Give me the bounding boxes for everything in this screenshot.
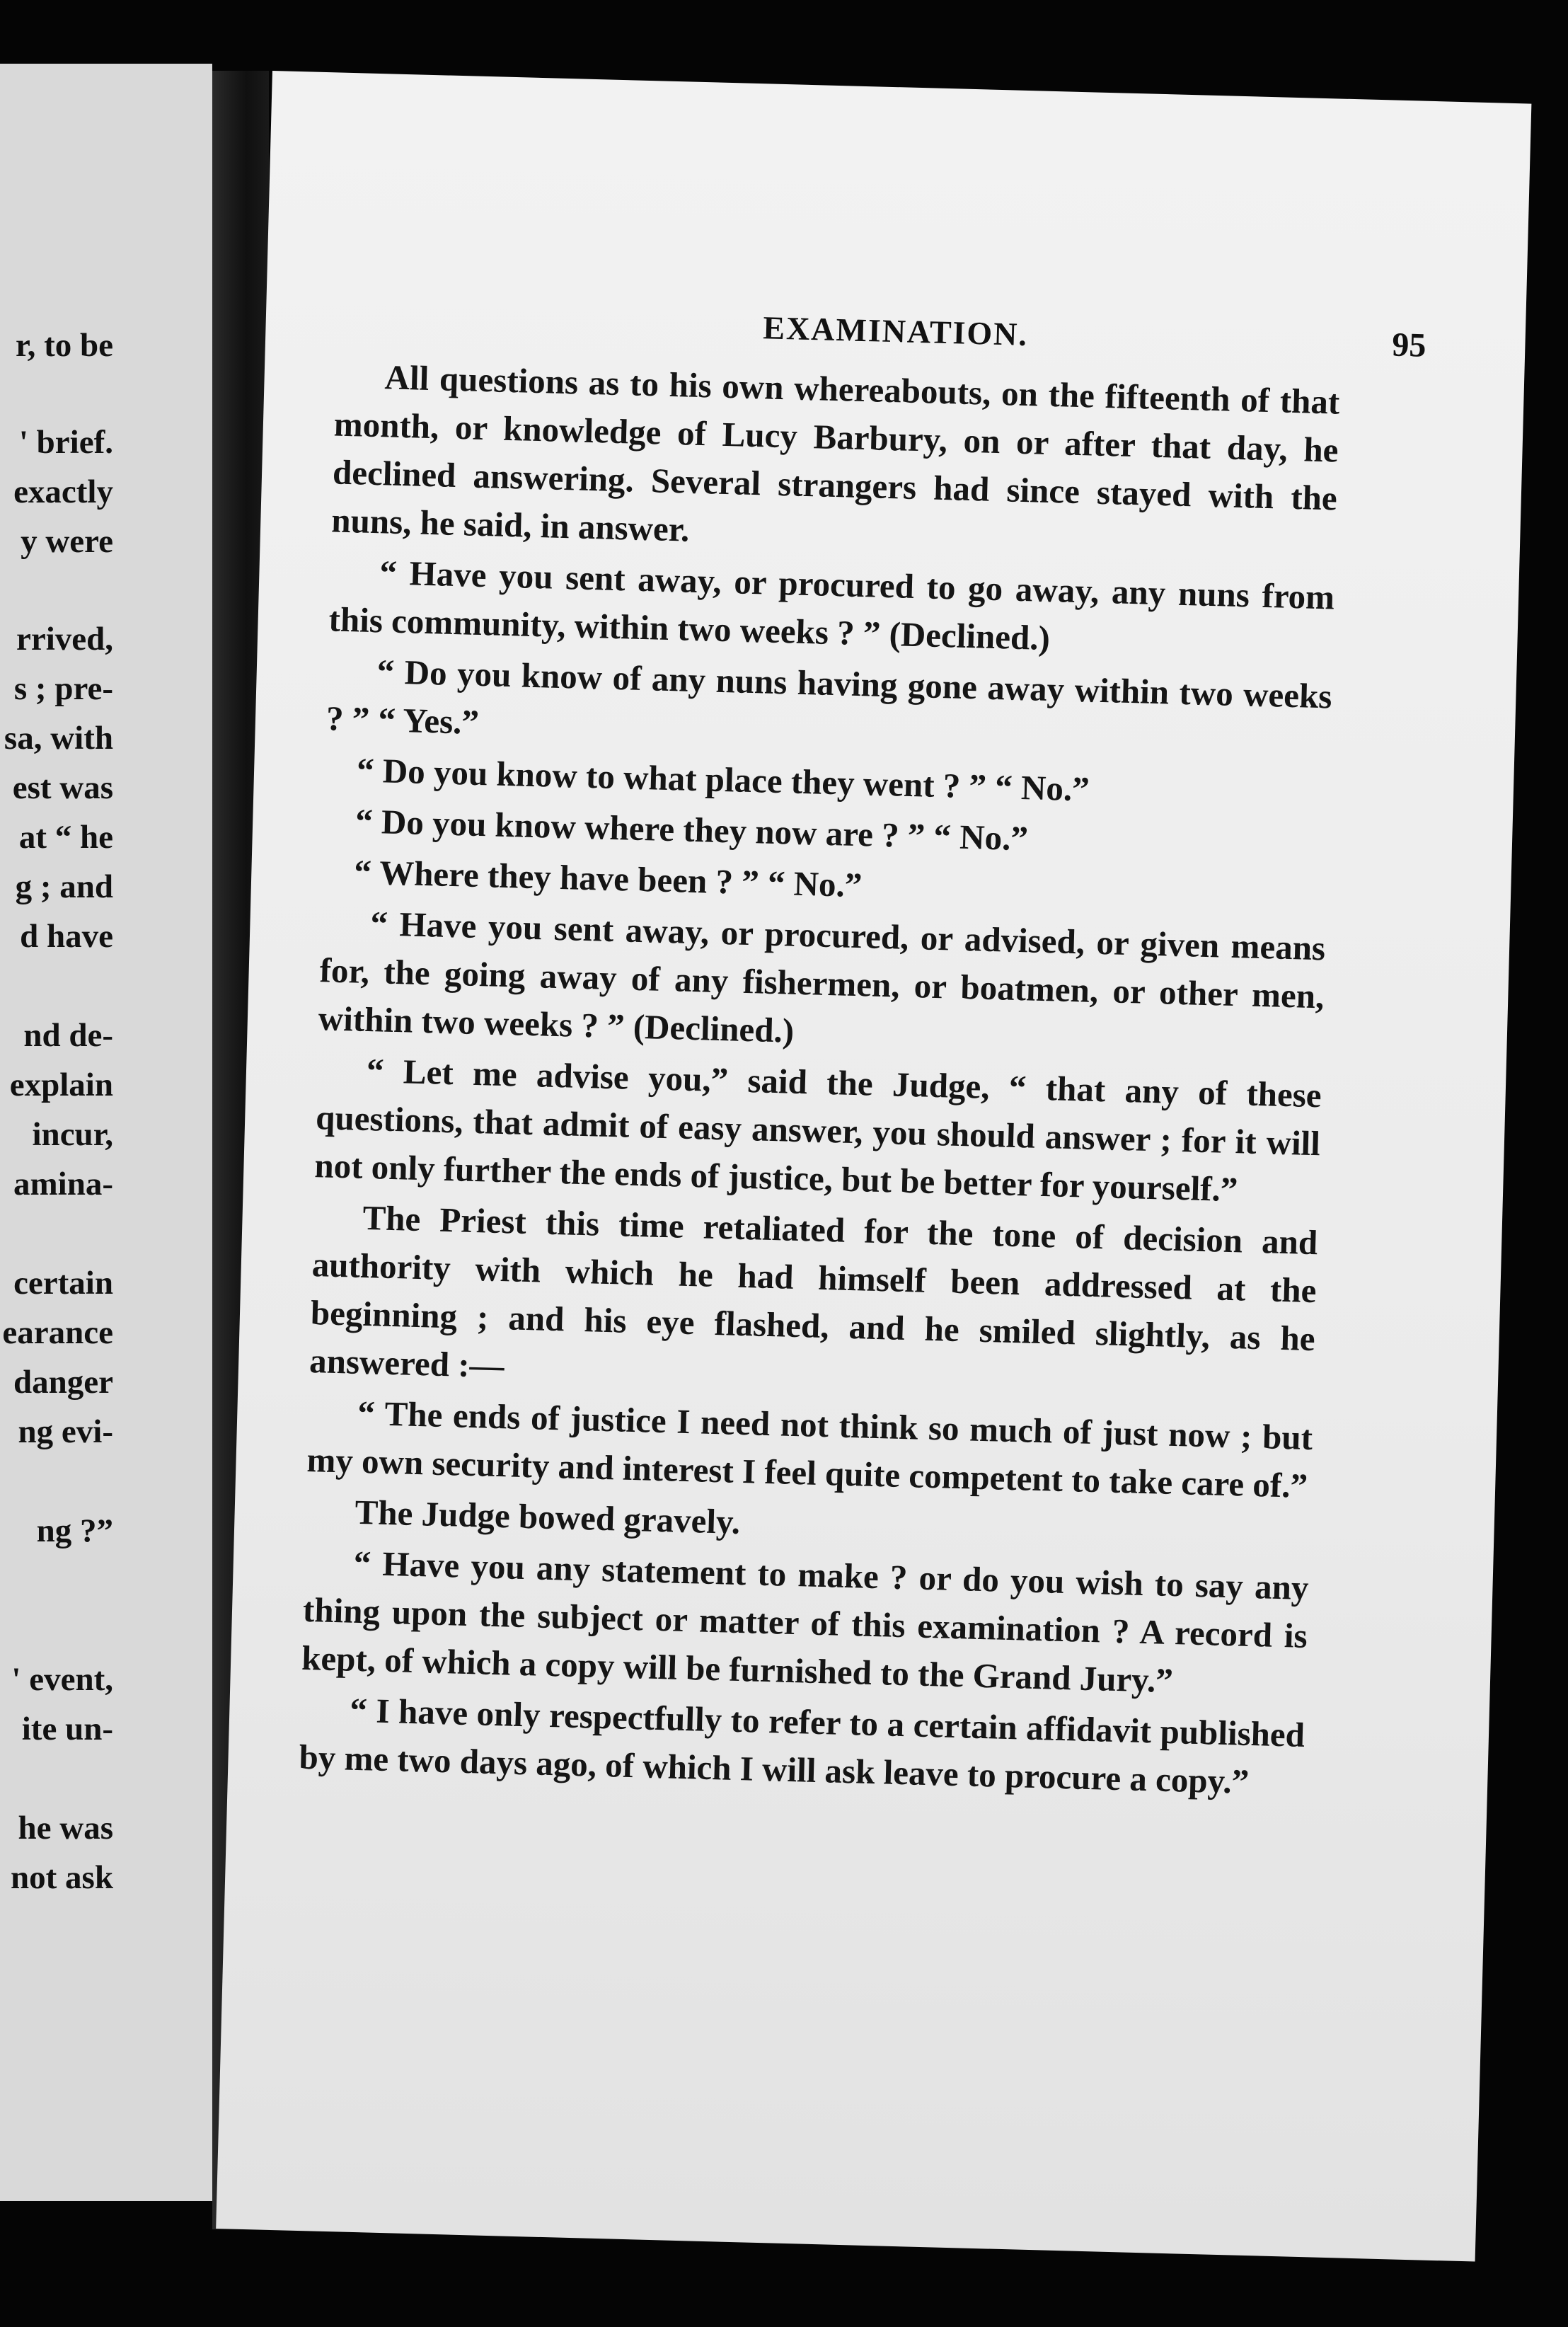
- left-page-fragment: explain: [9, 1067, 113, 1103]
- paragraph: The Judge bowed gravely.: [354, 1492, 741, 1541]
- left-page-fragment: at “ he: [18, 819, 113, 856]
- left-page-fragment: ng ?”: [36, 1512, 113, 1549]
- left-page-fragment: y were: [21, 523, 113, 560]
- paragraph: “ Let me advise you,” said the Judge, “ that any of these questions, that admit of easy answer, you should answer ; for it will not only further the ends of justice, but be better for yourself.”: [313, 1050, 1322, 1210]
- running-head: EXAMINATION.: [762, 309, 1029, 353]
- left-page-fragment: nd de-: [23, 1017, 113, 1054]
- left-page-fragment: rrived,: [16, 621, 113, 657]
- left-page-fragment: ite un-: [21, 1711, 113, 1747]
- left-page-fragment: ' brief.: [18, 424, 113, 461]
- book-page: [216, 71, 1531, 2262]
- left-page-fragment: r, to be: [16, 327, 113, 364]
- paragraph: “ Have you sent away, or procured, or advised, or given means for, the going away of any fishermen, or boatmen, or other men, within two weeks ? ” (Declined.): [318, 904, 1326, 1050]
- left-page-fragment: s ; pre-: [13, 670, 113, 707]
- paragraph: All questions as to his own whereabouts, on the fifteenth of that month, or knowledge of Lucy Barbury, on or after that day, he declined answering. Several strangers had since stayed with the nuns, he said, in answer.: [330, 357, 1340, 549]
- paragraph: “ Have you sent away, or procured to go away, any nuns from this community, within two weeks ? ” (Declined.): [328, 553, 1335, 658]
- left-page-fragment: ' event,: [11, 1661, 113, 1698]
- page-number: 95: [1391, 326, 1427, 364]
- paragraph: “ The ends of justice I need not think so much of just now ; but my own security and interest I feel quite competent to take care of.”: [306, 1393, 1313, 1505]
- left-page-fragment: exactly: [13, 473, 113, 510]
- paragraph: The Priest this time retaliated for the tone of decision and authority with which he had himself been addressed at the beginning ; and his eye flashed, and he smiled slightly, as he answered :—: [309, 1197, 1318, 1386]
- paragraph: “ Do you know where they now are ? ” “ No.”: [354, 801, 1029, 858]
- paragraph: “ Where they have been ? ” “ No.”: [353, 852, 863, 905]
- left-page-fragment: he was: [18, 1810, 113, 1846]
- left-page-fragment: certain: [13, 1265, 113, 1302]
- left-page-fragment: not ask: [11, 1859, 113, 1896]
- left-page-fragment: danger: [13, 1364, 113, 1401]
- paragraph: “ Do you know of any nuns having gone away within two weeks ? ” “ Yes.”: [325, 652, 1333, 742]
- left-page-fragment: incur,: [32, 1116, 113, 1153]
- left-page-fragment: amina-: [13, 1166, 113, 1202]
- left-page-fragment: d have: [20, 918, 113, 955]
- left-facing-page: [0, 64, 212, 2201]
- paragraph: “ Have you any statement to make ? or do you wish to say any thing upon the subject or matter of this examination ? A record is kept, of which a copy will be furnished to the Grand Jury.”: [301, 1543, 1310, 1701]
- page-body: [299, 352, 1340, 1810]
- paragraph: “ Do you know to what place they went ? ” “ No.”: [356, 750, 1090, 809]
- left-page-fragment: sa, with: [4, 720, 113, 757]
- left-page-fragment: ng evi-: [18, 1413, 113, 1450]
- left-page-fragment: est was: [12, 769, 113, 806]
- left-page-fragment: earance: [2, 1314, 113, 1351]
- paragraph: “ I have only respectfully to refer to a certain affidavit published by me two days ago, of which I will ask leave to procure a copy.”: [298, 1690, 1305, 1801]
- left-page-fragment: g ; and: [15, 868, 113, 905]
